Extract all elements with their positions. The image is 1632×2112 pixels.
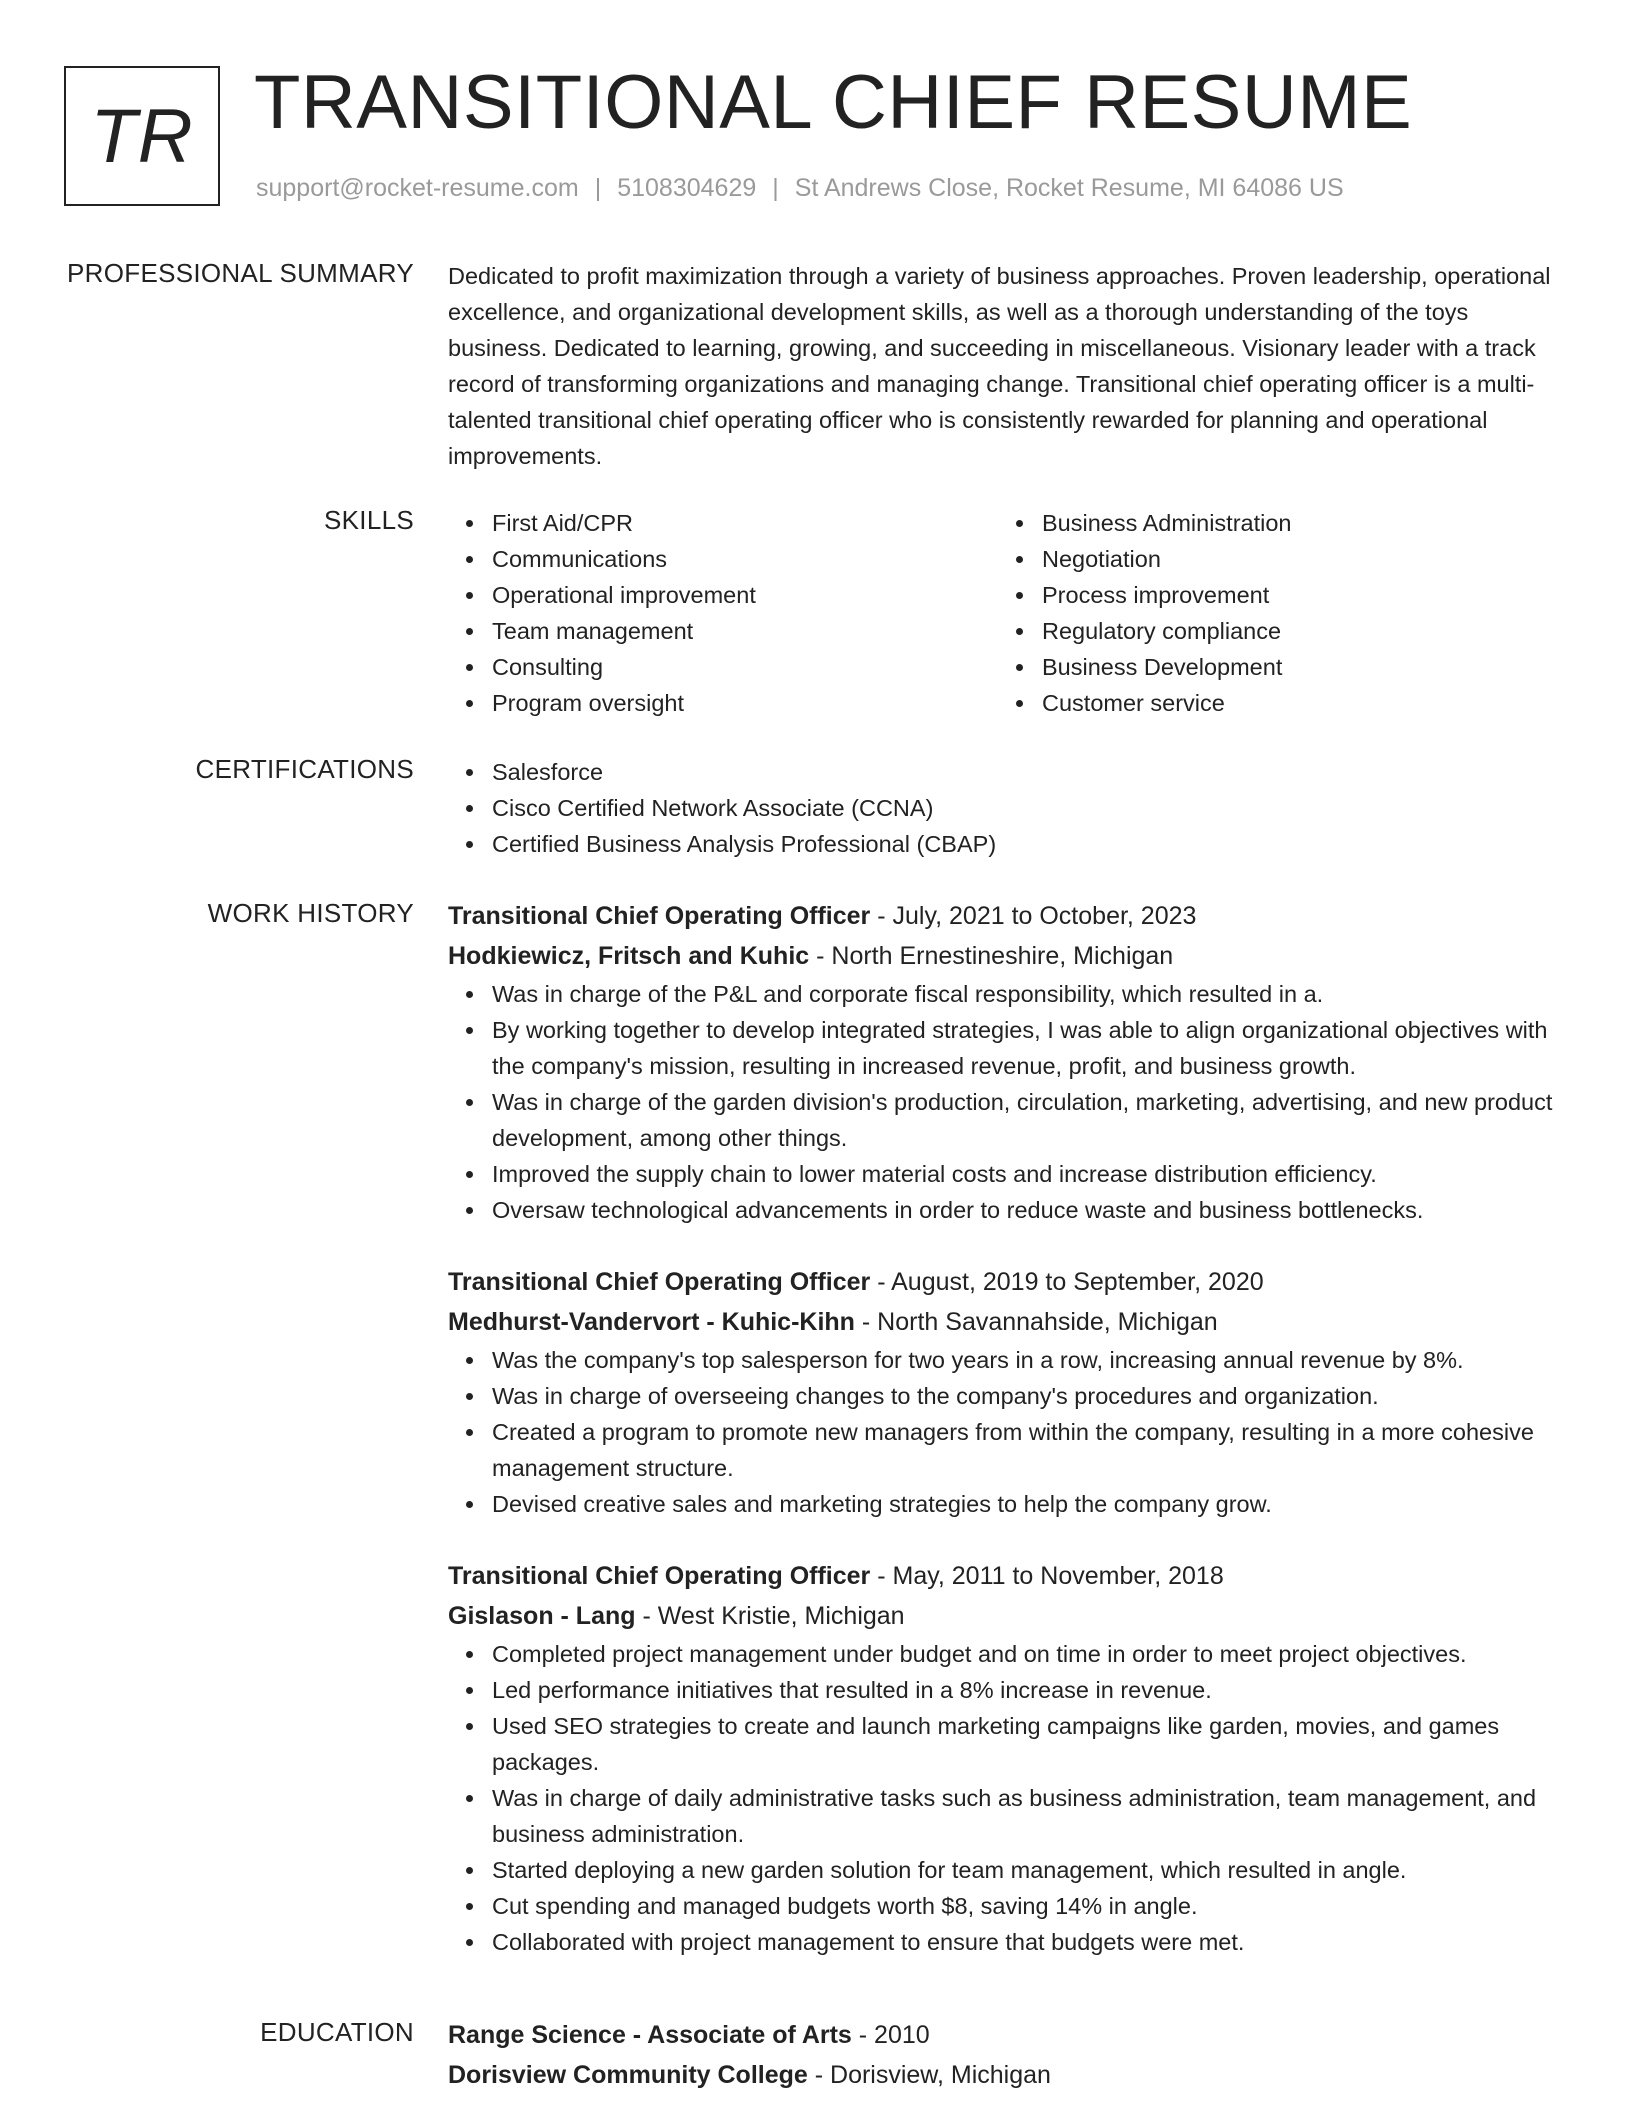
job-bullet: Was in charge of overseeing changes to the company's procedures and organization. <box>492 1378 1568 1414</box>
skill-item: Operational improvement <box>492 577 998 613</box>
certification-item: Salesforce <box>492 754 1568 790</box>
section-label-summary: PROFESSIONAL SUMMARY <box>67 258 414 288</box>
job-bullet-list <box>448 1636 1568 1960</box>
education-school: Dorisview Community College <box>448 2061 808 2089</box>
job-entry <box>448 1556 1568 1960</box>
job-company: Gislason - Lang <box>448 1602 636 1630</box>
job-bullet-list <box>448 976 1568 1228</box>
skill-item: Team management <box>492 613 998 649</box>
job-bullet: Collaborated with project management to ensure that budgets were met. <box>492 1924 1568 1960</box>
job-bullet: Completed project management under budget and on time in order to meet project objectives. <box>492 1636 1568 1672</box>
job-bullet: Led performance initiatives that resulted in a 8% increase in revenue. <box>492 1672 1568 1708</box>
certifications-body <box>448 754 1568 862</box>
job-bullet: Was in charge of the garden division's production, circulation, marketing, advertising, and new product development, among other things. <box>492 1084 1568 1156</box>
education-school-line <box>448 2055 1568 2095</box>
job-company: Hodkiewicz, Fritsch and Kuhic <box>448 942 810 970</box>
education-year: - 2010 <box>851 2021 930 2049</box>
contact-address: St Andrews Close, Rocket Resume, MI 64086 US <box>794 174 1344 202</box>
job-title-line <box>448 1262 1568 1302</box>
section-label-certifications: CERTIFICATIONS <box>195 754 414 784</box>
skill-item: Communications <box>492 541 998 577</box>
monogram-logo: TR <box>64 66 220 206</box>
skill-item: Process improvement <box>1042 577 1548 613</box>
job-company-line <box>448 1596 1568 1636</box>
job-title-line <box>448 896 1568 936</box>
job-title: Transitional Chief Operating Officer <box>448 1562 871 1590</box>
job-bullet: Oversaw technological advancements in order to reduce waste and business bottlenecks. <box>492 1192 1568 1228</box>
job-bullet: Used SEO strategies to create and launch marketing campaigns like garden, movies, and games packages. <box>492 1708 1568 1780</box>
skill-item: Program oversight <box>492 685 998 721</box>
skills-list-right <box>998 505 1548 721</box>
job-title: Transitional Chief Operating Officer <box>448 902 871 930</box>
job-bullet-list <box>448 1342 1568 1522</box>
job-bullet: By working together to develop integrated strategies, I was able to align organizational objectives with the company's mission, resulting in increased revenue, profit, and business growth. <box>492 1012 1568 1084</box>
skill-item: Negotiation <box>1042 541 1548 577</box>
contact-separator: | <box>772 174 779 202</box>
resume-title: TRANSITIONAL CHIEF RESUME <box>254 60 1413 145</box>
section-label-skills: SKILLS <box>324 505 414 535</box>
job-bullet: Started deploying a new garden solution for team management, which resulted in angle. <box>492 1852 1568 1888</box>
job-location: - West Kristie, Michigan <box>635 1602 905 1630</box>
skills-body <box>448 505 1568 721</box>
summary-text: Dedicated to profit maximization through a variety of business approaches. Proven leadership, operational excellence, and organizational development skills, as well as a thorough understanding of the toys business. Dedicated to learning, growing, and succeeding in miscellaneous. Visionary leader with a track record of transforming organizations and managing change. Transitional chief operating officer is a multi-talented transitional chief operating officer who is consistently rewarded for planning and operational improvements. <box>448 263 1551 469</box>
education-body <box>448 2015 1568 2095</box>
job-bullet: Cut spending and managed budgets worth $8, saving 14% in angle. <box>492 1888 1568 1924</box>
section-label-education: EDUCATION <box>260 2017 414 2047</box>
work-history-body <box>448 896 1568 1994</box>
contact-line <box>256 174 1344 203</box>
job-bullet: Improved the supply chain to lower material costs and increase distribution efficiency. <box>492 1156 1568 1192</box>
contact-separator: | <box>594 174 602 202</box>
job-dates: - August, 2019 to September, 2020 <box>870 1268 1264 1296</box>
job-dates: - July, 2021 to October, 2023 <box>870 902 1197 930</box>
skill-item: First Aid/CPR <box>492 505 998 541</box>
job-bullet: Was in charge of daily administrative tasks such as business administration, team management, and business administration. <box>492 1780 1568 1852</box>
skill-item: Business Administration <box>1042 505 1548 541</box>
skill-item: Consulting <box>492 649 998 685</box>
job-entry <box>448 1262 1568 1522</box>
job-title: Transitional Chief Operating Officer <box>448 1268 871 1296</box>
job-dates: - May, 2011 to November, 2018 <box>870 1562 1224 1590</box>
job-location: - North Savannahside, Michigan <box>854 1308 1218 1336</box>
skill-item: Regulatory compliance <box>1042 613 1548 649</box>
job-bullet: Was the company's top salesperson for two years in a row, increasing annual revenue by 8%. <box>492 1342 1568 1378</box>
contact-phone[interactable]: 5108304629 <box>617 174 757 202</box>
job-entry <box>448 896 1568 1228</box>
skills-list-left <box>448 505 998 721</box>
job-bullet: Was in charge of the P&L and corporate fiscal responsibility, which resulted in a. <box>492 976 1568 1012</box>
skill-item: Customer service <box>1042 685 1548 721</box>
job-location: - North Ernestineshire, Michigan <box>809 942 1174 970</box>
job-company: Medhurst-Vandervort - Kuhic-Kihn <box>448 1308 855 1336</box>
job-company-line <box>448 936 1568 976</box>
education-degree: Range Science - Associate of Arts <box>448 2021 852 2049</box>
job-title-line <box>448 1556 1568 1596</box>
summary-body <box>448 258 1568 474</box>
education-degree-line <box>448 2015 1568 2055</box>
certifications-list <box>448 754 1568 862</box>
job-company-line <box>448 1302 1568 1342</box>
contact-email[interactable]: support@rocket-resume.com <box>256 174 579 202</box>
education-location: - Dorisview, Michigan <box>807 2061 1051 2089</box>
section-label-work-history: WORK HISTORY <box>207 898 414 928</box>
certification-item: Certified Business Analysis Professional (CBAP) <box>492 826 1568 862</box>
certification-item: Cisco Certified Network Associate (CCNA) <box>492 790 1568 826</box>
job-bullet: Created a program to promote new managers from within the company, resulting in a more cohesive management structure. <box>492 1414 1568 1486</box>
skill-item: Business Development <box>1042 649 1548 685</box>
job-bullet: Devised creative sales and marketing strategies to help the company grow. <box>492 1486 1568 1522</box>
